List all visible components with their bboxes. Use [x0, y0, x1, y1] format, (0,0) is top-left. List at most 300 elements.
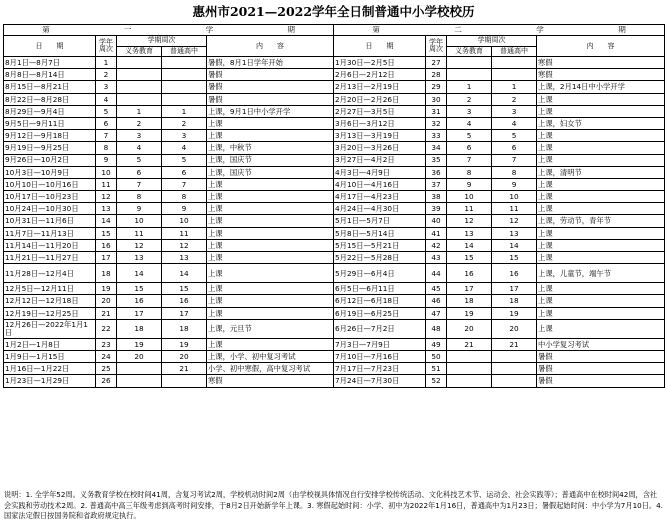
table-row	[4, 178, 665, 190]
row-year-week: 45	[426, 283, 447, 295]
table-row	[4, 350, 665, 362]
row-date: 6月19日—6月25日	[334, 307, 426, 319]
column-header-row-1	[4, 36, 665, 47]
row-compulsory-week	[117, 363, 162, 375]
row-year-week: 6	[96, 117, 117, 129]
row-content: 上课	[207, 264, 334, 283]
row-year-week: 23	[96, 338, 117, 350]
row-content: 暑假	[207, 69, 334, 81]
row-date: 8月15日—8月21日	[4, 81, 96, 93]
row-compulsory-week	[117, 69, 162, 81]
table-row	[4, 252, 665, 264]
row-date: 3月27日—4月2日	[334, 154, 426, 166]
row-date: 3月6日—3月12日	[334, 117, 426, 129]
row-content: 上课	[207, 227, 334, 239]
row-date: 6月12日—6月18日	[334, 295, 426, 307]
table-row	[4, 130, 665, 142]
row-date: 10月31日—11月6日	[4, 215, 96, 227]
row-year-week: 7	[96, 130, 117, 142]
row-date: 11月14日—11月20日	[4, 239, 96, 251]
row-year-week: 4	[96, 93, 117, 105]
row-date: 10月3日—10月9日	[4, 166, 96, 178]
table-row	[4, 295, 665, 307]
row-compulsory-week: 9	[117, 203, 162, 215]
row-year-week: 34	[426, 142, 447, 154]
row-compulsory-week: 19	[117, 338, 162, 350]
row-date: 10月17日—10月23日	[4, 191, 96, 203]
row-year-week: 38	[426, 191, 447, 203]
row-compulsory-week	[117, 375, 162, 387]
row-date: 7月10日—7月16日	[334, 350, 426, 362]
row-compulsory-week: 15	[447, 252, 492, 264]
row-high-week: 2	[162, 117, 207, 129]
row-high-week: 19	[162, 338, 207, 350]
sem1-char-1: 第	[42, 26, 50, 34]
row-high-week: 3	[162, 130, 207, 142]
row-high-week: 9	[162, 203, 207, 215]
row-compulsory-week: 10	[117, 215, 162, 227]
row-content: 寒假	[537, 57, 665, 69]
row-date: 11月28日—12月4日	[4, 264, 96, 283]
row-high-week	[162, 57, 207, 69]
row-date: 8月8日—8月14日	[4, 69, 96, 81]
row-high-week	[162, 81, 207, 93]
row-high-week: 14	[492, 239, 537, 251]
row-high-week: 7	[492, 154, 537, 166]
row-date: 1月2日—1月8日	[4, 338, 96, 350]
row-high-week: 21	[492, 338, 537, 350]
row-compulsory-week: 4	[117, 142, 162, 154]
row-year-week: 12	[96, 191, 117, 203]
row-date: 4月24日—4月30日	[334, 203, 426, 215]
row-date: 1月16日—1月22日	[4, 363, 96, 375]
row-compulsory-week: 10	[447, 191, 492, 203]
row-date: 5月15日—5月21日	[334, 239, 426, 251]
row-year-week: 5	[96, 105, 117, 117]
row-compulsory-week: 1	[117, 105, 162, 117]
row-compulsory-week	[447, 57, 492, 69]
row-high-week: 7	[162, 178, 207, 190]
row-year-week: 26	[96, 375, 117, 387]
row-content: 上课	[537, 178, 665, 190]
row-compulsory-week: 1	[447, 81, 492, 93]
row-date: 11月21日—11月27日	[4, 252, 96, 264]
row-date: 8月29日—9月4日	[4, 105, 96, 117]
row-date: 10月10日—10月16日	[4, 178, 96, 190]
row-content: 上课	[537, 130, 665, 142]
row-compulsory-week: 12	[447, 215, 492, 227]
row-high-week: 20	[492, 319, 537, 338]
row-compulsory-week: 16	[117, 295, 162, 307]
row-high-week	[492, 57, 537, 69]
row-date: 4月17日—4月23日	[334, 191, 426, 203]
row-date: 9月5日—9月11日	[4, 117, 96, 129]
table-row	[4, 215, 665, 227]
row-high-week: 11	[492, 203, 537, 215]
row-compulsory-week	[447, 350, 492, 362]
row-high-week: 3	[492, 105, 537, 117]
row-high-week	[492, 363, 537, 375]
row-high-week: 17	[162, 307, 207, 319]
row-compulsory-week: 20	[117, 350, 162, 362]
row-year-week: 16	[96, 239, 117, 251]
row-content: 上课	[537, 252, 665, 264]
sem-week-header-2: 学期周次	[447, 36, 537, 47]
table-row	[4, 363, 665, 375]
row-content: 上课	[207, 338, 334, 350]
row-compulsory-week: 16	[447, 264, 492, 283]
table-row	[4, 105, 665, 117]
row-year-week: 19	[96, 283, 117, 295]
table-row	[4, 264, 665, 283]
row-year-week: 13	[96, 203, 117, 215]
row-date: 12月12日—12月18日	[4, 295, 96, 307]
row-compulsory-week: 15	[117, 283, 162, 295]
row-date: 5月1日—5月7日	[334, 215, 426, 227]
row-compulsory-week: 5	[117, 154, 162, 166]
row-content: 上课	[537, 319, 665, 338]
row-year-week: 31	[426, 105, 447, 117]
row-year-week: 43	[426, 252, 447, 264]
date-header: 日 期	[4, 36, 96, 57]
row-high-week: 8	[162, 191, 207, 203]
row-year-week: 51	[426, 363, 447, 375]
row-content: 上课，儿童节，端午节	[537, 264, 665, 283]
row-compulsory-week: 8	[447, 166, 492, 178]
row-year-week: 47	[426, 307, 447, 319]
row-high-week: 15	[492, 252, 537, 264]
row-high-week: 6	[492, 142, 537, 154]
sem1-char-3: 学	[205, 26, 214, 34]
row-content: 上课	[207, 295, 334, 307]
row-compulsory-week: 3	[447, 105, 492, 117]
row-high-week	[162, 93, 207, 105]
date-header-2: 日 期	[334, 36, 426, 57]
row-high-week: 16	[492, 264, 537, 283]
row-year-week: 40	[426, 215, 447, 227]
sem1-char-4: 期	[287, 26, 295, 34]
row-high-week: 4	[162, 142, 207, 154]
row-content: 上课，小学、初中复习考试	[207, 350, 334, 362]
row-content: 寒假	[537, 69, 665, 81]
row-year-week: 15	[96, 227, 117, 239]
row-compulsory-week: 11	[447, 203, 492, 215]
row-date: 1月30日—2月5日	[334, 57, 426, 69]
row-high-week: 1	[492, 81, 537, 93]
row-high-week: 17	[492, 283, 537, 295]
row-compulsory-week: 9	[447, 178, 492, 190]
row-date: 7月24日—7月30日	[334, 375, 426, 387]
content-header-2: 内 容	[537, 36, 665, 57]
table-row	[4, 375, 665, 387]
row-year-week: 42	[426, 239, 447, 251]
row-content: 上课	[537, 142, 665, 154]
row-date: 12月5日—12月11日	[4, 283, 96, 295]
row-year-week: 28	[426, 69, 447, 81]
row-content: 上课	[537, 295, 665, 307]
row-compulsory-week	[117, 93, 162, 105]
semester-header-row	[4, 25, 665, 36]
sem1-char-2: 一	[123, 26, 132, 34]
row-content: 暑假	[207, 81, 334, 93]
table-row	[4, 166, 665, 178]
row-year-week: 1	[96, 57, 117, 69]
row-content: 上课	[537, 239, 665, 251]
row-compulsory-week: 11	[117, 227, 162, 239]
row-content: 暑假	[207, 93, 334, 105]
semester-2-heading	[334, 25, 665, 36]
row-content: 上课	[207, 283, 334, 295]
row-year-week: 27	[426, 57, 447, 69]
row-high-week: 6	[162, 166, 207, 178]
table-row	[4, 154, 665, 166]
table-row	[4, 319, 665, 338]
row-content: 上课，劳动节，青年节	[537, 215, 665, 227]
row-date: 8月22日—8月28日	[4, 93, 96, 105]
row-compulsory-week: 6	[447, 142, 492, 154]
row-date: 2月20日—2月26日	[334, 93, 426, 105]
table-row	[4, 283, 665, 295]
row-content: 上课	[207, 178, 334, 190]
row-year-week: 33	[426, 130, 447, 142]
row-date: 5月8日—5月14日	[334, 227, 426, 239]
row-high-week: 13	[492, 227, 537, 239]
row-high-week	[492, 69, 537, 81]
row-high-week: 20	[162, 350, 207, 362]
sem2-char-2: 二	[454, 26, 462, 34]
table-row	[4, 57, 665, 69]
row-compulsory-week: 2	[117, 117, 162, 129]
row-content: 上课	[537, 93, 665, 105]
row-year-week: 39	[426, 203, 447, 215]
row-content: 上课，国庆节	[207, 166, 334, 178]
row-year-week: 36	[426, 166, 447, 178]
row-year-week: 50	[426, 350, 447, 362]
row-content: 上课，妇女节	[537, 117, 665, 129]
content-header: 内 容	[207, 36, 334, 57]
row-compulsory-week: 17	[447, 283, 492, 295]
row-high-week: 15	[162, 283, 207, 295]
row-date: 9月26日—10月2日	[4, 154, 96, 166]
row-date: 9月19日—9月25日	[4, 142, 96, 154]
row-compulsory-week: 5	[447, 130, 492, 142]
row-year-week: 48	[426, 319, 447, 338]
row-compulsory-week: 12	[117, 239, 162, 251]
row-content: 上课	[207, 191, 334, 203]
row-content: 小学、初中寒假，高中复习考试	[207, 363, 334, 375]
row-compulsory-week	[117, 57, 162, 69]
row-year-week: 46	[426, 295, 447, 307]
row-content: 上课	[537, 105, 665, 117]
row-year-week: 22	[96, 319, 117, 338]
row-date: 6月5日—6月11日	[334, 283, 426, 295]
row-year-week: 25	[96, 363, 117, 375]
row-content: 上课	[207, 239, 334, 251]
row-high-week: 13	[162, 252, 207, 264]
table-row	[4, 69, 665, 81]
table-row	[4, 307, 665, 319]
compulsory-header-2: 义务教育	[447, 46, 492, 57]
table-row	[4, 93, 665, 105]
row-content: 上课，2月14日中小学开学	[537, 81, 665, 93]
row-content: 上课	[207, 215, 334, 227]
row-content: 暑假，8月1日学年开始	[207, 57, 334, 69]
row-year-week: 21	[96, 307, 117, 319]
row-content: 寒假	[207, 375, 334, 387]
row-date: 10月24日—10月30日	[4, 203, 96, 215]
compulsory-header: 义务教育	[117, 46, 162, 57]
calendar-table	[3, 24, 665, 388]
row-high-week: 11	[162, 227, 207, 239]
table-row	[4, 191, 665, 203]
table-row	[4, 203, 665, 215]
row-content: 暑假	[537, 350, 665, 362]
table-row	[4, 239, 665, 251]
row-date: 8月1日—8月7日	[4, 57, 96, 69]
row-year-week: 49	[426, 338, 447, 350]
row-content: 上课，清明节	[537, 166, 665, 178]
row-year-week: 41	[426, 227, 447, 239]
row-year-week: 37	[426, 178, 447, 190]
row-content: 上课	[537, 203, 665, 215]
row-year-week: 29	[426, 81, 447, 93]
row-date: 2月13日—2月19日	[334, 81, 426, 93]
row-compulsory-week: 21	[447, 338, 492, 350]
row-year-week: 9	[96, 154, 117, 166]
row-content: 上课	[537, 154, 665, 166]
row-content: 上课	[537, 283, 665, 295]
row-year-week: 10	[96, 166, 117, 178]
row-compulsory-week: 13	[447, 227, 492, 239]
row-high-week: 2	[492, 93, 537, 105]
row-compulsory-week: 7	[447, 154, 492, 166]
row-compulsory-week: 6	[117, 166, 162, 178]
row-high-week	[162, 375, 207, 387]
row-high-week: 8	[492, 166, 537, 178]
row-content: 暑假	[537, 375, 665, 387]
row-year-week: 14	[96, 215, 117, 227]
row-date: 7月3日—7月9日	[334, 338, 426, 350]
row-date: 1月9日—1月15日	[4, 350, 96, 362]
row-date: 12月19日—12月25日	[4, 307, 96, 319]
row-compulsory-week: 14	[447, 239, 492, 251]
row-date: 2月27日—3月5日	[334, 105, 426, 117]
row-high-week	[492, 375, 537, 387]
row-date: 5月22日—5月28日	[334, 252, 426, 264]
row-date: 5月29日—6月4日	[334, 264, 426, 283]
row-content: 上课	[537, 227, 665, 239]
row-content: 上课	[207, 117, 334, 129]
row-date: 11月7日—11月13日	[4, 227, 96, 239]
row-year-week: 17	[96, 252, 117, 264]
row-content: 上课	[207, 130, 334, 142]
row-content: 上课	[207, 307, 334, 319]
row-year-week: 32	[426, 117, 447, 129]
row-high-week: 12	[162, 239, 207, 251]
row-high-week: 5	[162, 154, 207, 166]
row-content: 上课	[207, 252, 334, 264]
row-date: 4月10日—4月16日	[334, 178, 426, 190]
row-year-week: 11	[96, 178, 117, 190]
row-high-week: 19	[492, 307, 537, 319]
row-high-week: 12	[492, 215, 537, 227]
year-week-header: 学年周次	[96, 36, 117, 57]
row-high-week: 4	[492, 117, 537, 129]
table-row	[4, 117, 665, 129]
row-year-week: 8	[96, 142, 117, 154]
row-content: 上课，国庆节	[207, 154, 334, 166]
year-week-header-2: 学年周次	[426, 36, 447, 57]
document-title: 惠州市2021—2022学年全日制普通中小学校校历	[192, 4, 475, 19]
row-year-week: 18	[96, 264, 117, 283]
row-year-week: 44	[426, 264, 447, 283]
row-year-week: 35	[426, 154, 447, 166]
row-date: 1月23日—1月29日	[4, 375, 96, 387]
row-high-week: 16	[162, 295, 207, 307]
row-date: 7月17日—7月23日	[334, 363, 426, 375]
table-row	[4, 338, 665, 350]
row-compulsory-week	[117, 81, 162, 93]
high-school-header: 普通高中	[162, 46, 207, 57]
row-year-week: 3	[96, 81, 117, 93]
row-date: 9月12日—9月18日	[4, 130, 96, 142]
sem-week-header: 学期周次	[117, 36, 207, 47]
row-compulsory-week: 2	[447, 93, 492, 105]
row-compulsory-week: 3	[117, 130, 162, 142]
row-compulsory-week: 19	[447, 307, 492, 319]
row-content: 上课，元旦节	[207, 319, 334, 338]
row-content: 上课，9月1日中小学开学	[207, 105, 334, 117]
table-row	[4, 227, 665, 239]
row-content: 上课，中秋节	[207, 142, 334, 154]
row-content: 上课	[537, 191, 665, 203]
row-date: 3月20日—3月26日	[334, 142, 426, 154]
row-compulsory-week: 18	[117, 319, 162, 338]
row-year-week: 30	[426, 93, 447, 105]
row-content: 暑假	[537, 363, 665, 375]
high-school-header-2: 普通高中	[492, 46, 537, 57]
row-high-week: 10	[492, 191, 537, 203]
row-compulsory-week: 8	[117, 191, 162, 203]
row-high-week: 14	[162, 264, 207, 283]
sem2-char-4: 期	[618, 26, 626, 34]
sem2-char-1: 第	[372, 26, 380, 34]
row-content: 上课	[537, 307, 665, 319]
row-date: 2月6日—2月12日	[334, 69, 426, 81]
row-year-week: 24	[96, 350, 117, 362]
row-high-week: 18	[162, 319, 207, 338]
row-compulsory-week: 18	[447, 295, 492, 307]
sem2-char-3: 学	[536, 26, 544, 34]
table-row	[4, 142, 665, 154]
row-year-week: 2	[96, 69, 117, 81]
row-compulsory-week: 14	[117, 264, 162, 283]
row-date: 3月13日—3月19日	[334, 130, 426, 142]
row-content: 中小学复习考试	[537, 338, 665, 350]
row-high-week	[162, 69, 207, 81]
row-compulsory-week: 20	[447, 319, 492, 338]
row-content: 上课	[207, 203, 334, 215]
row-high-week: 18	[492, 295, 537, 307]
row-compulsory-week: 17	[117, 307, 162, 319]
semester-1-heading	[4, 25, 334, 36]
table-row	[4, 81, 665, 93]
row-compulsory-week	[447, 69, 492, 81]
row-high-week: 1	[162, 105, 207, 117]
row-high-week: 21	[162, 363, 207, 375]
row-high-week: 10	[162, 215, 207, 227]
row-date: 12月26日—2022年1月1日	[4, 319, 96, 338]
